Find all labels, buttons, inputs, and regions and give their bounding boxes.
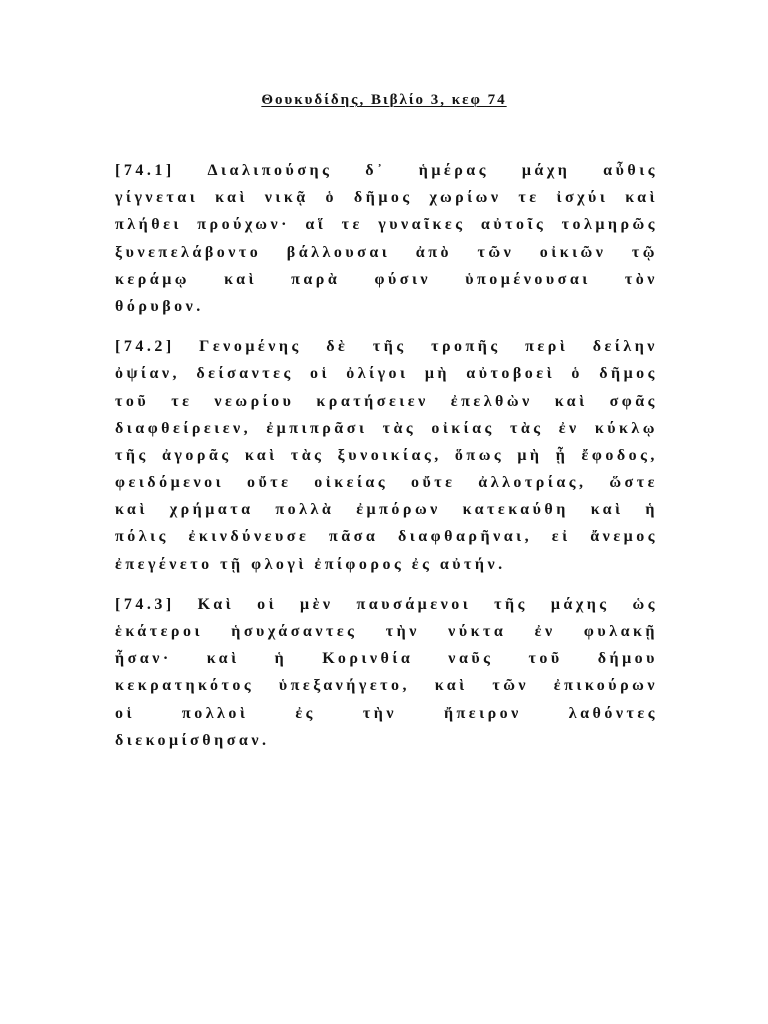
word: κρατήσειεν (316, 392, 429, 410)
word: ἰσχύι (556, 189, 609, 207)
word: τὰς (509, 419, 544, 437)
word: καὶ (215, 189, 248, 207)
word: καὶ (554, 392, 588, 410)
paragraph-74-3 (115, 591, 658, 754)
word: ἦσαν· (115, 650, 172, 668)
word: γίγνεται (115, 189, 199, 207)
text-line (115, 442, 658, 469)
text-line (115, 266, 658, 293)
word: δήμου (597, 650, 658, 668)
word: αὐτοβοεὶ (466, 365, 556, 383)
text-line (115, 184, 658, 211)
word: τὸν (624, 270, 658, 288)
word: τὰς (382, 419, 417, 437)
word: Γενομένης (199, 338, 302, 356)
word: φειδόμενοι (115, 474, 225, 492)
text-line (115, 333, 658, 360)
word: οἰκίας (431, 419, 495, 437)
word: καὶ (590, 501, 624, 519)
word: ὑπεξανήγετο, (278, 677, 411, 695)
word: ἐν (534, 623, 556, 640)
text-line (115, 469, 658, 496)
word: ἡμέρας (418, 162, 489, 179)
word: καὶ (115, 501, 148, 519)
text-line (115, 211, 658, 238)
word: ὁ (571, 365, 583, 383)
word: ἀπὸ (415, 243, 452, 261)
word: ἡ (274, 650, 288, 668)
word: ἐκινδύνευσε (188, 528, 310, 546)
word: ἀγορᾶς (161, 446, 232, 464)
text-line (115, 157, 658, 184)
word: κεράμῳ (115, 270, 190, 288)
word: τὴν (385, 623, 420, 640)
word: αὖθις (603, 162, 658, 179)
word: ὀλίγοι (346, 365, 409, 383)
text-line (115, 700, 658, 727)
word: οἰκιῶν (539, 243, 607, 261)
word: Διαλιπούσης (207, 162, 333, 179)
word: τῶν (492, 677, 530, 695)
word: παρὰ (291, 270, 341, 288)
word: ἐς (295, 704, 316, 722)
word: οὔτε (246, 474, 292, 492)
word: παυσάμενοι (356, 595, 472, 613)
word: τε (171, 392, 193, 410)
word: αἵ (305, 216, 327, 234)
word: διαφθείρειεν, (115, 419, 252, 437)
word: δῆμος (353, 189, 413, 207)
word: ἔφοδος, (581, 446, 658, 464)
word: καὶ (434, 677, 468, 695)
word: διαφθαρῆναι, (397, 528, 533, 546)
word: τοῦ (115, 392, 150, 410)
word: δὲ (326, 338, 349, 356)
text-line: θόρυβον. (115, 297, 204, 315)
text-line (115, 523, 658, 550)
word: πολλοὶ (181, 704, 249, 722)
word: ἤπειρον (443, 704, 522, 722)
word: δείσαντες (196, 365, 294, 383)
text-line (115, 239, 658, 266)
word: ἡ (645, 501, 658, 519)
word: οὔτε (410, 474, 456, 492)
word: πολλὰ (275, 501, 335, 519)
word: κεκρατηκότος (115, 677, 255, 695)
word: καὶ (244, 446, 278, 464)
word: Καὶ (197, 595, 235, 613)
word: ναῦς (448, 650, 494, 668)
word: περὶ (525, 338, 569, 356)
text-line (115, 388, 658, 415)
word: ὀψίαν, (115, 365, 181, 383)
word: τε (341, 216, 363, 234)
text-line (115, 591, 658, 618)
word: καὶ (206, 650, 240, 668)
word: ἐπελθὼν (450, 392, 533, 410)
word: μὴ (424, 365, 450, 383)
word: προύχων· (197, 216, 290, 234)
word: [74.1] (115, 162, 175, 179)
word: ὑπομένουσαι (465, 270, 591, 288)
document-title: Θουκυδίδης, Βιβλίο 3, κεφ 74 (261, 92, 507, 108)
word: τοῦ (528, 650, 563, 668)
word: δ᾽ (365, 162, 386, 179)
text-line (115, 360, 658, 387)
word: ἐμπόρων (356, 501, 441, 519)
text-line (115, 618, 658, 645)
word: οἱ (257, 595, 278, 613)
word: χρήματα (169, 501, 254, 519)
word: τολμηρῶς (561, 216, 658, 234)
word: τὰς (290, 446, 325, 464)
word: πλήθει (115, 216, 182, 234)
word: πᾶσα (328, 528, 379, 546)
word: γυναῖκες (378, 216, 466, 234)
word: τροπῆς (431, 338, 501, 356)
word: [74.2] (115, 338, 175, 356)
word: τὴν (362, 704, 397, 722)
word: ἐν (558, 419, 580, 437)
word: οἱ (115, 704, 135, 722)
word: λαθόντες (568, 704, 658, 722)
word: κύκλῳ (594, 419, 658, 437)
word: βάλλουσαι (286, 243, 391, 261)
word: πόλις (115, 528, 169, 546)
word: νεωρίου (214, 392, 295, 410)
word: χωρίων (429, 189, 502, 207)
word: καὶ (625, 189, 658, 207)
word: κατεκαύθη (462, 501, 569, 519)
word: νύκτα (448, 623, 507, 640)
word: τῷ (631, 243, 658, 261)
word: μὴ (517, 446, 543, 464)
word: σφᾶς (609, 392, 658, 410)
text-line: διεκομίσθησαν. (115, 731, 270, 749)
word: ὥστε (609, 474, 658, 492)
text-line (115, 415, 658, 442)
word: ξυνοικίας, (337, 446, 442, 464)
word: οἰκείας (314, 474, 389, 492)
word: ἀλλοτρίας, (478, 474, 587, 492)
text-line (115, 496, 658, 523)
word: φυλακῇ (583, 623, 658, 640)
text-line (115, 672, 658, 699)
word: ἐμπιπρᾶσι (266, 419, 368, 437)
word: ὡς (632, 595, 658, 613)
text-line: ἐπεγένετο τῇ φλογὶ ἐπίφορος ἐς αὐτήν. (115, 555, 506, 573)
word: ὅπως (454, 446, 505, 464)
word: καὶ (224, 270, 257, 288)
word: φύσιν (374, 270, 432, 288)
word: [74.3] (115, 595, 175, 613)
word: ὁ (325, 189, 338, 207)
word: εἰ (551, 528, 571, 546)
word: τῶν (477, 243, 515, 261)
word: τῆς (372, 338, 407, 356)
word: τῆς (494, 595, 528, 613)
word: ἄνεμος (590, 528, 658, 546)
word: δῆμος (599, 365, 658, 383)
document-body (115, 157, 658, 767)
word: αὐτοῖς (480, 216, 547, 234)
paragraph-74-1 (115, 157, 658, 320)
word: οἱ (309, 365, 330, 383)
text-line (115, 645, 658, 672)
word: ξυνεπελάβοντο (115, 243, 262, 261)
word: μὲν (300, 595, 334, 613)
word: τε (518, 189, 540, 207)
word: Κορινθία (322, 650, 414, 668)
word: δείλην (592, 338, 658, 356)
word: μάχης (550, 595, 610, 613)
word: ἐπικούρων (553, 677, 658, 695)
word: ἑκάτεροι (115, 623, 203, 640)
word: ἡσυχάσαντες (231, 623, 358, 640)
word: νικᾷ (264, 189, 309, 207)
word: τῆς (115, 446, 149, 464)
paragraph-74-2 (115, 333, 658, 578)
word: μάχη (521, 162, 571, 179)
word: ᾖ (555, 446, 569, 464)
